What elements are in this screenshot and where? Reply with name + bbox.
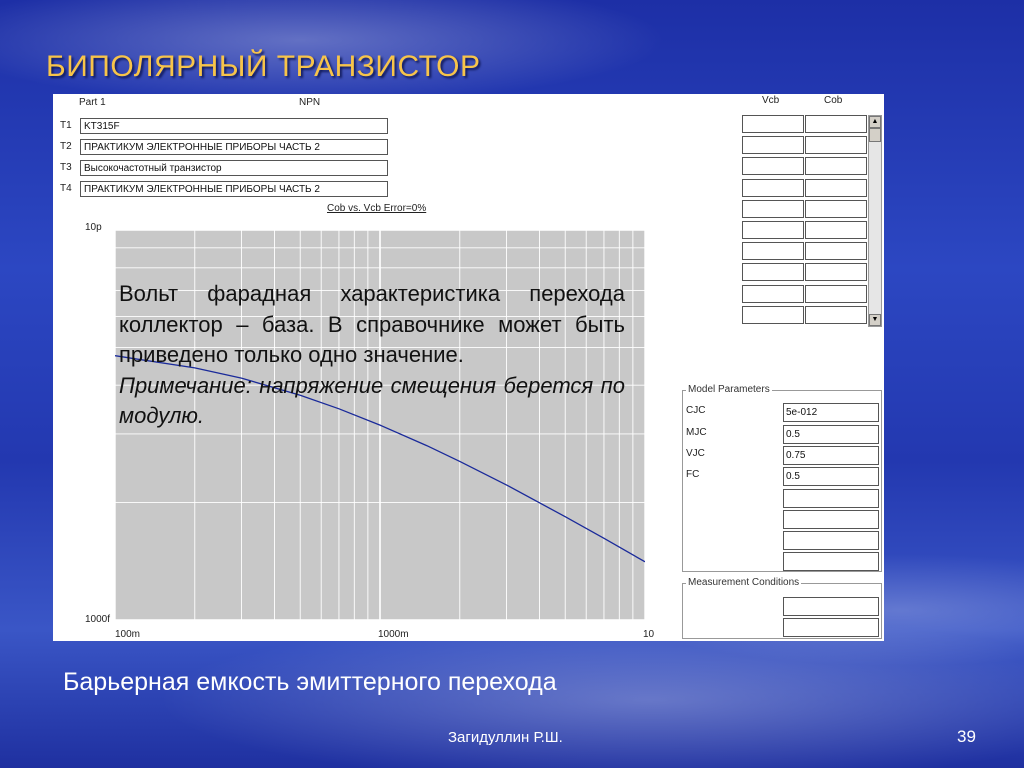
scroll-thumb[interactable] [869, 128, 881, 142]
vcb-cell[interactable] [742, 115, 804, 133]
measurement-conditions-title: Measurement Conditions [688, 577, 800, 588]
y-tick-label: 1000f [85, 614, 111, 625]
vcb-cell[interactable] [742, 136, 804, 154]
plot-title-link[interactable]: Cob vs. Vcb Error=0% [327, 203, 427, 214]
t3-field[interactable]: Высокочастотный транзистор [80, 160, 388, 176]
overlay-note-text: Примечание: напряжение смещения берется по модулю. [119, 372, 625, 428]
param-name-fc: FC [686, 469, 700, 480]
measurement-field[interactable] [783, 618, 879, 637]
t2-field[interactable]: ПРАКТИКУМ ЭЛЕКТРОННЫЕ ПРИБОРЫ ЧАСТЬ 2 [80, 139, 388, 155]
overlay-text-box [119, 279, 625, 432]
cob-cell[interactable] [805, 263, 867, 281]
cob-header: Cob [824, 95, 843, 106]
t3-label: T3 [60, 162, 72, 173]
cob-cell[interactable] [805, 221, 867, 239]
transistor-model-window [53, 94, 884, 641]
cob-cell[interactable] [805, 200, 867, 218]
cob-cell[interactable] [805, 115, 867, 133]
cob-cell[interactable] [805, 242, 867, 260]
param-field-empty[interactable] [783, 489, 879, 508]
vcb-cell[interactable] [742, 306, 804, 324]
cob-cell[interactable] [805, 179, 867, 197]
type-label: NPN [299, 97, 321, 108]
slide-subtitle: Барьерная емкость эмиттерного перехода [63, 668, 557, 696]
vcb-cell[interactable] [742, 242, 804, 260]
t1-field[interactable]: KT315F [80, 118, 388, 134]
part-label: Part 1 [79, 97, 106, 108]
x-tick-label: 1000m [378, 629, 409, 640]
x-tick-label: 10 [643, 629, 655, 640]
scroll-up-arrow-icon[interactable]: ▲ [869, 116, 881, 128]
vcb-cell[interactable] [742, 285, 804, 303]
param-field-mjc[interactable]: 0.5 [783, 425, 879, 444]
t4-label: T4 [60, 183, 72, 194]
y-tick-label: 10p [85, 222, 102, 233]
param-field-empty[interactable] [783, 531, 879, 550]
measurement-field[interactable] [783, 597, 879, 616]
overlay-main-text: Вольт фарадная характеристика перехода коллектор – база. В справочнике может быть приведено только одно значение. [119, 281, 625, 367]
vcb-cell[interactable] [742, 221, 804, 239]
cob-cell[interactable] [805, 285, 867, 303]
table-scrollbar[interactable] [868, 115, 882, 327]
t2-label: T2 [60, 141, 72, 152]
model-parameters-title: Model Parameters [688, 384, 770, 395]
cob-cell[interactable] [805, 306, 867, 324]
param-field-cjc[interactable]: 5e-012 [783, 403, 879, 422]
vcb-header: Vcb [762, 95, 780, 106]
vcb-cell[interactable] [742, 200, 804, 218]
t4-field[interactable]: ПРАКТИКУМ ЭЛЕКТРОННЫЕ ПРИБОРЫ ЧАСТЬ 2 [80, 181, 388, 197]
param-field-empty[interactable] [783, 552, 879, 571]
vcb-cell[interactable] [742, 179, 804, 197]
x-tick-label: 100m [115, 629, 141, 640]
vcb-cell[interactable] [742, 157, 804, 175]
param-name-cjc: CJC [686, 405, 706, 416]
slide-title: БИПОЛЯРНЫЙ ТРАНЗИСТОР [46, 50, 481, 83]
cob-cell[interactable] [805, 136, 867, 154]
param-field-vjc[interactable]: 0.75 [783, 446, 879, 465]
t1-label: T1 [60, 120, 72, 131]
cob-cell[interactable] [805, 157, 867, 175]
param-field-empty[interactable] [783, 510, 879, 529]
param-field-fc[interactable]: 0.5 [783, 467, 879, 486]
page-number: 39 [957, 727, 976, 746]
param-name-mjc: MJC [686, 427, 707, 438]
author-name: Загидуллин Р.Ш. [448, 729, 563, 746]
vcb-cell[interactable] [742, 263, 804, 281]
scroll-down-arrow-icon[interactable]: ▼ [869, 314, 881, 326]
param-name-vjc: VJC [686, 448, 705, 459]
